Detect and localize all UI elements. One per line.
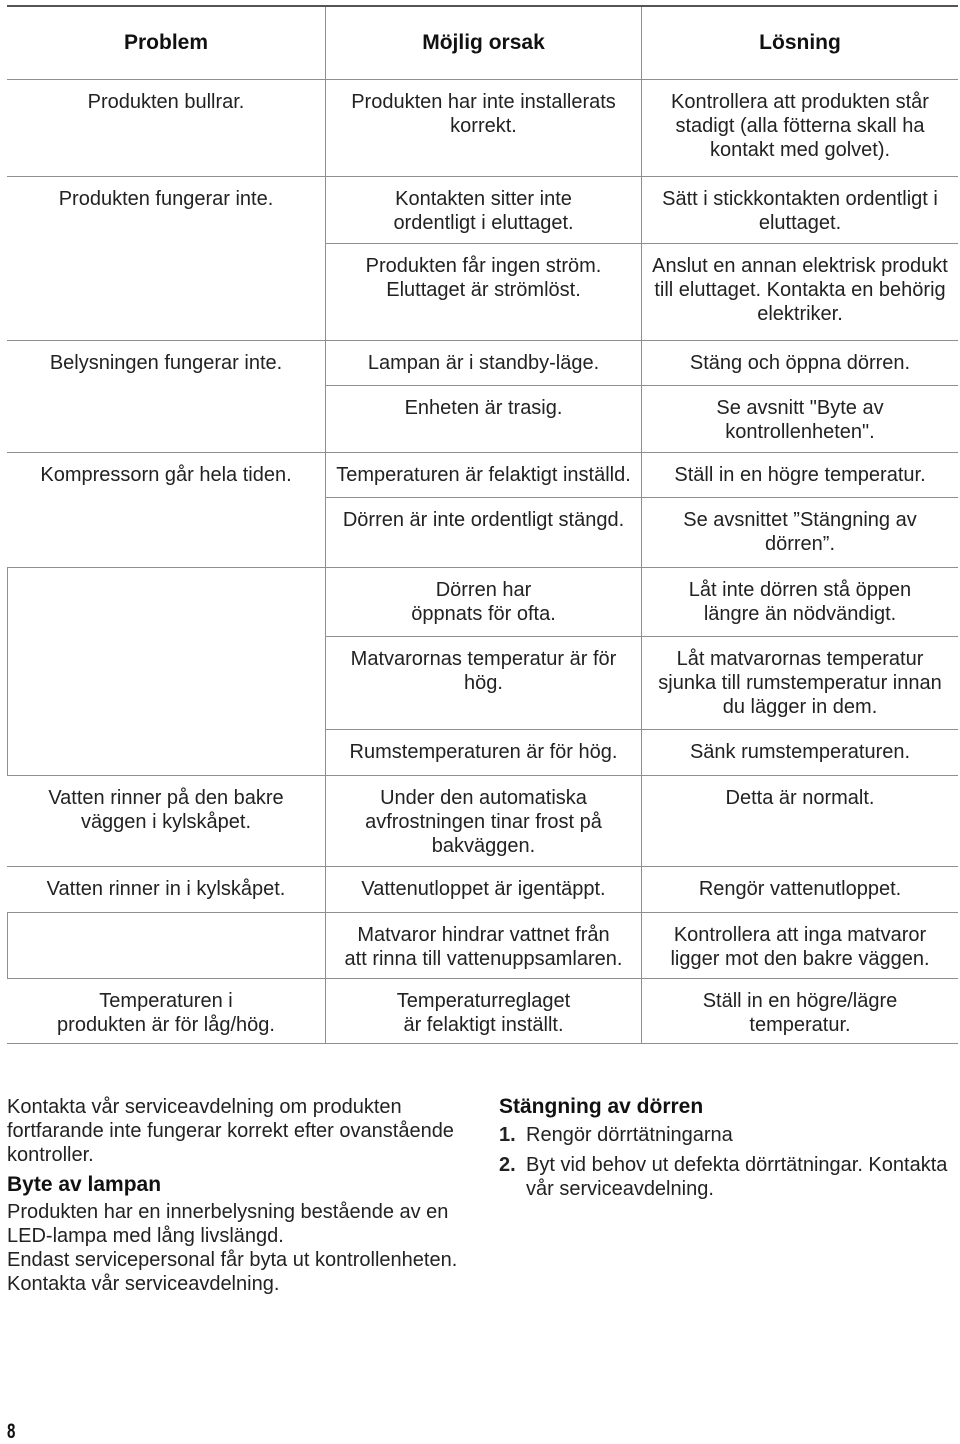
cause-cell: Temperaturreglaget är felaktigt inställt.	[325, 979, 641, 1043]
problem-cell: Belysningen fungerar inte.	[49, 352, 283, 374]
cause-solution-rows	[325, 453, 958, 567]
service-notes	[7, 1095, 485, 1296]
cause-cell: Dörren har öppnats för ofta.	[325, 568, 641, 636]
solution-cell: Låt matvarornas temperatur sjunka till rumstemperatur innan du lägger in dem.	[641, 637, 958, 729]
table-row-group	[7, 340, 958, 452]
table-row	[325, 867, 958, 912]
cause-solution-rows	[325, 341, 958, 452]
table-row	[325, 243, 958, 340]
table-header	[7, 5, 958, 79]
step-text: Byt vid behov ut defekta dörrtätningar. Kontakta vår serviceavdelning.	[526, 1154, 948, 1200]
problem-cell: Temperaturen i produkten är för låg/hög.	[57, 990, 275, 1036]
solution-cell: Stäng och öppna dörren.	[641, 341, 958, 385]
step-number: 2.	[499, 1154, 516, 1176]
table-row	[325, 341, 958, 385]
table-row	[325, 568, 958, 636]
cause-solution-rows	[325, 867, 958, 912]
cause-cell: Temperaturen är felaktigt inställd.	[325, 453, 641, 497]
cause-cell: Under den automatiska avfrostningen tinar frost på bakväggen.	[325, 776, 641, 866]
solution-cell: Sätt i stickkontakten ordentligt i eluttaget.	[641, 177, 958, 243]
solution-cell: Anslut en annan elektrisk produkt till eluttaget. Kontakta en behörig elektriker.	[641, 244, 958, 340]
solution-cell: Se avsnittet ”Stängning av dörren”.	[641, 498, 958, 567]
lamp-heading: Byte av lampan	[7, 1173, 162, 1196]
cause-solution-rows	[325, 776, 958, 866]
cause-cell: Produkten får ingen ström. Eluttaget är strömlöst.	[325, 244, 641, 340]
door-step	[499, 1123, 955, 1147]
table-row	[325, 80, 958, 176]
cause-solution-rows	[325, 913, 958, 978]
lamp-paragraph: Kontakta vår serviceavdelning.	[7, 1273, 280, 1295]
cause-cell: Lampan är i standby-läge.	[325, 341, 641, 385]
door-heading: Stängning av dörren	[499, 1095, 704, 1118]
header-solution: Lösning	[641, 7, 958, 79]
problem-cell-empty	[7, 913, 325, 978]
table-row-group	[7, 866, 958, 912]
cause-cell: Vattenutloppet är igentäppt.	[325, 867, 641, 912]
cause-cell: Rumstemperaturen är för hög.	[325, 730, 641, 775]
cause-cell: Matvarornas temperatur är för hög.	[325, 637, 641, 729]
table-row	[325, 729, 958, 775]
table-row	[325, 453, 958, 497]
header-cause: Möjlig orsak	[325, 7, 641, 79]
solution-cell: Rengör vattenutloppet.	[641, 867, 958, 912]
solution-cell: Sänk rumstemperaturen.	[641, 730, 958, 775]
troubleshooting-table	[7, 5, 958, 1044]
contact-service-text: Kontakta vår serviceavdelning om produkten fortfarande inte fungerar korrekt efter ovanstående kontroller.	[7, 1096, 454, 1166]
table-row-group	[7, 567, 958, 775]
problem-cell: Kompressorn går hela tiden.	[40, 464, 292, 486]
cause-solution-rows	[325, 177, 958, 340]
table-row-group	[7, 912, 958, 978]
problem-cell: Produkten fungerar inte.	[58, 188, 274, 210]
lamp-paragraph: Produkten har en innerbelysning bestående av en LED-lampa med lång livslängd.	[7, 1201, 449, 1247]
cause-solution-rows	[325, 80, 958, 176]
table-row-group	[7, 775, 958, 866]
cause-cell: Matvaror hindrar vattnet från att rinna till vattenuppsamlaren.	[325, 913, 641, 978]
table-row-group	[7, 176, 958, 340]
header-problem: Problem	[123, 31, 209, 54]
problem-cell: Vatten rinner in i kylskåpet.	[46, 878, 286, 900]
problem-cell-empty	[7, 568, 325, 775]
cause-cell: Enheten är trasig.	[325, 386, 641, 452]
table-row-group	[7, 452, 958, 567]
lamp-paragraph: Endast servicepersonal får byta ut kontrollenheten.	[7, 1249, 458, 1271]
problem-cell: Produkten bullrar.	[87, 91, 245, 113]
table-row-group	[7, 79, 958, 176]
step-text: Rengör dörrtätningarna	[526, 1124, 733, 1146]
solution-cell: Kontrollera att produkten står stadigt (alla fötterna skall ha kontakt med golvet).	[641, 80, 958, 176]
table-row	[325, 913, 958, 978]
cause-cell: Dörren är inte ordentligt stängd.	[325, 498, 641, 567]
table-row	[325, 497, 958, 567]
table-row	[325, 177, 958, 243]
cause-cell: Kontakten sitter inte ordentligt i eluttaget.	[325, 177, 641, 243]
solution-cell: Låt inte dörren stå öppen längre än nödvändigt.	[641, 568, 958, 636]
solution-cell: Detta är normalt.	[641, 776, 958, 866]
door-step	[499, 1153, 955, 1201]
solution-cell: Ställ in en högre temperatur.	[641, 453, 958, 497]
table-row-group	[7, 978, 958, 1043]
table-row	[325, 776, 958, 866]
cause-solution-rows	[325, 979, 958, 1043]
solution-cell: Ställ in en högre/lägre temperatur.	[641, 979, 958, 1043]
problem-cell: Vatten rinner på den bakre väggen i kylskåpet.	[48, 787, 284, 833]
solution-cell: Se avsnitt "Byte av kontrollenheten".	[641, 386, 958, 452]
table-row	[325, 385, 958, 452]
step-number: 1.	[499, 1124, 516, 1146]
page-number: 8	[7, 1420, 16, 1443]
cause-solution-rows	[325, 568, 958, 775]
solution-cell: Kontrollera att inga matvaror ligger mot den bakre väggen.	[641, 913, 958, 978]
table-row	[325, 979, 958, 1043]
door-closing-section	[499, 1095, 955, 1201]
cause-cell: Produkten har inte installerats korrekt.	[325, 80, 641, 176]
table-row	[325, 636, 958, 729]
